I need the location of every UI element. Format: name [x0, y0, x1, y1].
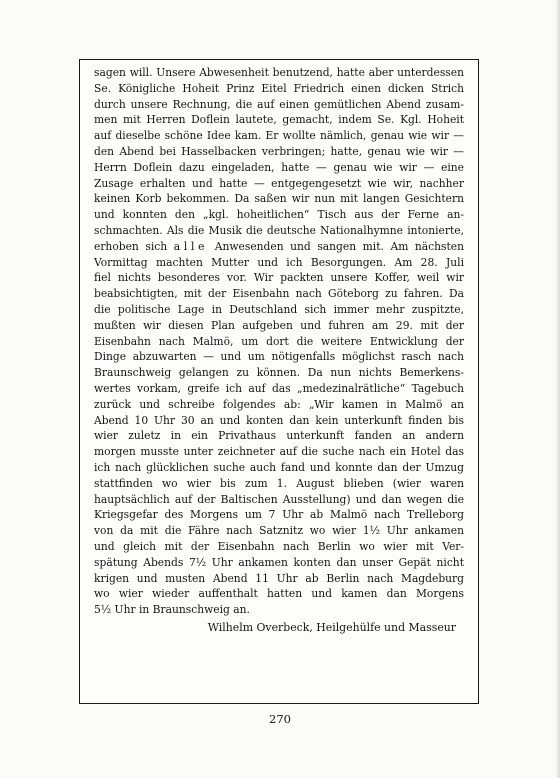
text-line: Vormittag machten Mutter und ich Besorgungen. Am 28. Juli: [94, 255, 464, 269]
text-line: Eisenbahn nach Malmö, um dort die weitere Entwicklung der: [94, 334, 464, 348]
text-line: Dinge abzuwarten — und um nötigenfalls möglichst rasch nach: [94, 350, 464, 364]
spaced-word: alle: [173, 239, 209, 253]
text-line: Abend 10 Uhr 30 an und konten dan kein unterkunft finden bis: [94, 413, 464, 427]
text-line: schmachten. Als die Musik die deutsche Nationalhymne intonierte,: [94, 223, 464, 237]
page-number: 270: [269, 712, 291, 726]
text-line: Braunschweig gelangen zu können. Da nun nichts Bemerkens-: [94, 366, 464, 380]
text-line: den Abend bei Hasselbacken verbringen; hatte, genau wie wir —: [94, 144, 464, 158]
text-line: durch unsere Rechnung, die auf einen gemütlichen Abend zusam-: [94, 97, 464, 111]
text-line: und gleich mit der Eisenbahn nach Berlin wo wier mit Ver-: [94, 539, 464, 553]
page-edge-shadow: [556, 0, 560, 778]
text-line-with-spaced-word: erhoben sich alle Anwesenden und sangen mit. Am nächsten: [94, 239, 464, 253]
text-line: krigen und musten Abend 11 Uhr ab Berlin nach Magdeburg: [94, 571, 464, 585]
text-line: wertes vorkam, greife ich auf das „medezinalrätliche“ Tagebuch: [94, 381, 464, 395]
text-line: Kriegsgefar des Morgens um 7 Uhr ab Malmö nach Trelleborg: [94, 508, 464, 522]
text-line: fiel nichts besonderes vor. Wir packten unsere Koffer, weil wir: [94, 271, 464, 285]
text-line: morgen musste unter zeichneter auf die suche nach ein Hotel das: [94, 445, 464, 459]
text-line: ich nach glücklichen suche auch fand und konnte dan der Umzug: [94, 460, 464, 474]
text-line: wier zuletz in ein Privathaus unterkunft fanden an andern: [94, 429, 464, 443]
text-line: von da mit die Fähre nach Satznitz wo wier 1½ Uhr ankamen: [94, 524, 464, 538]
text-line: Zusage erhalten und hatte — entgegengesetzt wie wir, nachher: [94, 176, 464, 190]
text-line: mußten wir diesen Plan aufgeben und fuhren am 29. mit der: [94, 318, 464, 332]
text-line: Herrn Doflein dazu eingeladen, hatte — genau wie wir — eine: [94, 160, 464, 174]
text-line: die politische Lage in Deutschland sich immer mehr zuspitzte,: [94, 302, 464, 316]
text-line: beabsichtigten, mit der Eisenbahn nach Göteborg zu fahren. Da: [94, 287, 464, 301]
text-line: zurück und schreibe folgendes ab: „Wir kamen in Malmö an: [94, 397, 464, 411]
text-line: men mit Herren Doflein lautete, gemacht, indem Se. Kgl. Hoheit: [94, 113, 464, 127]
text-line: wo wier wieder auffenthalt hatten und kamen dan Morgens: [94, 587, 464, 601]
text-line: Se. Königliche Hoheit Prinz Eitel Friedrich einen dicken Strich: [94, 81, 464, 95]
text-frame: [79, 59, 479, 704]
text-line: spätung Abends 7½ Uhr ankamen konten dan unser Gepät nicht: [94, 555, 464, 569]
text-line: 5½ Uhr in Braunschweig an.: [94, 603, 250, 617]
text-line: und konnten den „kgl. hoheitlichen“ Tisch aus der Ferne an-: [94, 208, 464, 222]
body-text: [94, 65, 464, 618]
text-line: stattfinden wo wier bis zum 1. August blieben (wier waren: [94, 476, 464, 490]
signature: Wilhelm Overbeck, Heilgehülfe und Masseur: [207, 620, 456, 634]
text-line: auf dieselbe schöne Idee kam. Er wollte nämlich, genau wie wir —: [94, 129, 464, 143]
text-line: hauptsächlich auf der Baltischen Ausstellung) und dan wegen die: [94, 492, 464, 506]
text-line: sagen will. Unsere Abwesenheit benutzend, hatte aber unterdessen: [94, 66, 464, 79]
text-line: keinen Korb bekommen. Da saßen wir nun mit langen Gesichtern: [94, 192, 464, 206]
